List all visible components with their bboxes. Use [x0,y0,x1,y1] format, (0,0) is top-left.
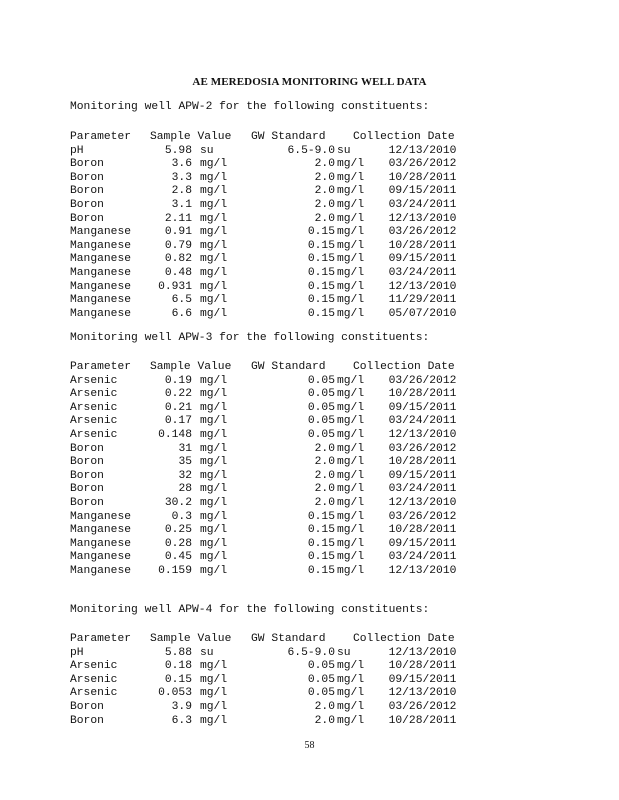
parameter-cell: Manganese [70,524,132,537]
table-row [70,538,470,552]
table-row [70,308,470,322]
table-body [70,647,470,729]
gw-standard-cell: 2.0 [314,185,335,198]
sample-unit-cell: mg/l [200,700,228,713]
parameter-cell: Arsenic [70,428,118,441]
gw-standard-unit-cell: mg/l [337,700,365,713]
gw-standard-cell: 0.15 [307,226,335,239]
table-row [70,429,470,443]
gw-standard-cell: 2.0 [314,212,335,225]
parameter-cell: Manganese [70,294,132,307]
table-row [70,253,470,267]
gw-standard-unit-cell: mg/l [337,185,365,198]
gw-standard-cell: 0.05 [307,660,335,673]
table-row [70,226,470,240]
gw-standard-unit-cell: mg/l [337,374,365,387]
sample-unit-cell: mg/l [200,537,228,550]
header-parameter: Parameter [70,361,132,373]
gw-standard-unit-cell: mg/l [337,483,365,496]
parameter-cell: Manganese [70,253,132,266]
header-gw-standard: GW Standard [251,131,326,143]
collection-date-cell: 10/28/2011 [388,171,457,184]
collection-date-cell: 10/28/2011 [388,388,457,401]
sample-value-cell: 3.3 [171,171,192,184]
sample-value-cell: 0.79 [164,239,192,252]
gw-standard-unit-cell: mg/l [337,456,365,469]
gw-standard-cell: 6.5-9.0 [287,646,335,659]
sample-value-cell: 3.1 [171,198,192,211]
gw-standard-unit-cell: mg/l [337,673,365,686]
sample-unit-cell: mg/l [200,510,228,523]
gw-standard-unit-cell: mg/l [337,510,365,523]
header-sample-value: Sample Value [150,361,232,373]
gw-standard-cell: 0.05 [307,401,335,414]
parameter-cell: Boron [70,185,104,198]
table-body [70,145,470,322]
sample-value-cell: 0.91 [164,226,192,239]
sample-value-cell: 5.98 [164,144,192,157]
parameter-cell: Manganese [70,280,132,293]
sample-unit-cell: mg/l [200,551,228,564]
sample-unit-cell: mg/l [200,524,228,537]
gw-standard-unit-cell: mg/l [337,524,365,537]
sample-value-cell: 5.88 [164,646,192,659]
sample-unit-cell: mg/l [200,280,228,293]
sample-unit-cell: mg/l [200,428,228,441]
collection-date-cell: 10/28/2011 [388,714,457,727]
table-row [70,388,470,402]
gw-standard-unit-cell: mg/l [337,212,365,225]
parameter-cell: Manganese [70,266,132,279]
table-row [70,402,470,416]
sample-value-cell: 0.931 [158,280,192,293]
gw-standard-cell: 6.5-9.0 [287,144,335,157]
gw-standard-cell: 0.05 [307,374,335,387]
sample-value-cell: 30.2 [164,496,192,509]
collection-date-cell: 09/15/2011 [388,537,457,550]
parameter-cell: Arsenic [70,415,118,428]
section-heading-apw-3: Monitoring well APW-3 for the following constituents: [70,332,430,344]
parameter-cell: Boron [70,469,104,482]
sample-unit-cell: mg/l [200,198,228,211]
table-row [70,158,470,172]
document-title: AE MEREDOSIA MONITORING WELL DATA [192,76,427,88]
page-number: 58 [304,740,315,751]
collection-date-cell: 03/26/2012 [388,374,457,387]
sample-value-cell: 35 [178,456,192,469]
gw-standard-cell: 0.15 [307,564,335,577]
parameter-cell: Arsenic [70,388,118,401]
gw-standard-cell: 0.15 [307,524,335,537]
table-row [70,375,470,389]
gw-standard-unit-cell: mg/l [337,280,365,293]
section-heading-apw-2: Monitoring well APW-2 for the following constituents: [70,101,430,113]
header-collection-date: Collection Date [353,361,455,373]
parameter-cell: Manganese [70,564,132,577]
sample-unit-cell: mg/l [200,714,228,727]
sample-unit-cell: mg/l [200,469,228,482]
sample-unit-cell: mg/l [200,673,228,686]
collection-date-cell: 12/13/2010 [388,564,457,577]
sample-unit-cell: mg/l [200,442,228,455]
table-row [70,267,470,281]
parameter-cell: Boron [70,700,104,713]
sample-value-cell: 0.3 [171,510,192,523]
table-row [70,456,470,470]
sample-value-cell: 0.148 [158,428,192,441]
collection-date-cell: 05/07/2010 [388,307,457,320]
gw-standard-unit-cell: su [337,646,351,659]
sample-unit-cell: mg/l [200,171,228,184]
parameter-cell: Boron [70,714,104,727]
sample-unit-cell: mg/l [200,401,228,414]
collection-date-cell: 12/13/2010 [388,646,457,659]
collection-date-cell: 03/26/2012 [388,158,457,171]
section-heading-apw-4: Monitoring well APW-4 for the following constituents: [70,604,430,616]
gw-standard-unit-cell: mg/l [337,198,365,211]
gw-standard-unit-cell: mg/l [337,226,365,239]
gw-standard-cell: 0.15 [307,239,335,252]
parameter-cell: Boron [70,442,104,455]
collection-date-cell: 10/28/2011 [388,456,457,469]
sample-unit-cell: mg/l [200,496,228,509]
gw-standard-unit-cell: mg/l [337,253,365,266]
collection-date-cell: 12/13/2010 [388,280,457,293]
sample-value-cell: 0.053 [158,687,192,700]
table-apw-3 [70,361,470,579]
sample-value-cell: 6.6 [171,307,192,320]
parameter-cell: Manganese [70,226,132,239]
table-row [70,497,470,511]
gw-standard-cell: 0.15 [307,294,335,307]
sample-unit-cell: mg/l [200,564,228,577]
gw-standard-cell: 0.05 [307,388,335,401]
sample-value-cell: 32 [178,469,192,482]
collection-date-cell: 03/26/2012 [388,700,457,713]
sample-value-cell: 0.45 [164,551,192,564]
gw-standard-unit-cell: mg/l [337,266,365,279]
gw-standard-cell: 0.15 [307,510,335,523]
sample-value-cell: 0.17 [164,415,192,428]
sample-value-cell: 0.18 [164,660,192,673]
gw-standard-cell: 2.0 [314,483,335,496]
sample-value-cell: 0.15 [164,673,192,686]
table-row [70,470,470,484]
parameter-cell: Boron [70,496,104,509]
header-collection-date: Collection Date [353,131,455,143]
gw-standard-cell: 0.15 [307,551,335,564]
table-header [70,361,470,375]
sample-value-cell: 31 [178,442,192,455]
parameter-cell: Arsenic [70,673,118,686]
gw-standard-cell: 0.05 [307,415,335,428]
collection-date-cell: 03/26/2012 [388,442,457,455]
table-row [70,687,470,701]
sample-unit-cell: mg/l [200,185,228,198]
table-row [70,565,470,579]
collection-date-cell: 12/13/2010 [388,144,457,157]
gw-standard-unit-cell: mg/l [337,442,365,455]
sample-unit-cell: mg/l [200,239,228,252]
table-row [70,240,470,254]
table-row [70,185,470,199]
sample-value-cell: 0.159 [158,564,192,577]
sample-value-cell: 6.3 [171,714,192,727]
parameter-cell: Boron [70,212,104,225]
parameter-cell: pH [70,646,84,659]
table-row [70,701,470,715]
gw-standard-cell: 2.0 [314,158,335,171]
gw-standard-unit-cell: mg/l [337,415,365,428]
collection-date-cell: 11/29/2011 [388,294,457,307]
gw-standard-cell: 2.0 [314,714,335,727]
gw-standard-cell: 2.0 [314,171,335,184]
table-row [70,172,470,186]
gw-standard-cell: 2.0 [314,496,335,509]
sample-unit-cell: su [200,646,214,659]
sample-value-cell: 3.9 [171,700,192,713]
gw-standard-cell: 0.05 [307,673,335,686]
table-body [70,375,470,579]
parameter-cell: Manganese [70,551,132,564]
parameter-cell: Manganese [70,239,132,252]
sample-unit-cell: mg/l [200,212,228,225]
sample-unit-cell: mg/l [200,158,228,171]
collection-date-cell: 12/13/2010 [388,212,457,225]
gw-standard-unit-cell: mg/l [337,469,365,482]
gw-standard-unit-cell: mg/l [337,307,365,320]
header-parameter: Parameter [70,633,132,645]
collection-date-cell: 03/26/2012 [388,510,457,523]
sample-unit-cell: mg/l [200,687,228,700]
gw-standard-unit-cell: mg/l [337,687,365,700]
collection-date-cell: 09/15/2011 [388,253,457,266]
header-sample-value: Sample Value [150,633,232,645]
gw-standard-cell: 2.0 [314,198,335,211]
sample-unit-cell: mg/l [200,294,228,307]
table-row [70,715,470,729]
gw-standard-cell: 0.15 [307,537,335,550]
sample-unit-cell: mg/l [200,415,228,428]
sample-value-cell: 0.19 [164,374,192,387]
sample-unit-cell: su [200,144,214,157]
parameter-cell: Arsenic [70,401,118,414]
collection-date-cell: 03/24/2011 [388,483,457,496]
gw-standard-unit-cell: mg/l [337,714,365,727]
collection-date-cell: 03/24/2011 [388,198,457,211]
gw-standard-cell: 0.15 [307,307,335,320]
sample-unit-cell: mg/l [200,266,228,279]
table-header [70,633,470,647]
header-gw-standard: GW Standard [251,633,326,645]
sample-value-cell: 0.22 [164,388,192,401]
collection-date-cell: 03/24/2011 [388,415,457,428]
parameter-cell: Boron [70,171,104,184]
sample-unit-cell: mg/l [200,660,228,673]
table-apw-2 [70,131,470,321]
table-row [70,483,470,497]
parameter-cell: Boron [70,158,104,171]
parameter-cell: Manganese [70,510,132,523]
sample-unit-cell: mg/l [200,374,228,387]
gw-standard-unit-cell: mg/l [337,496,365,509]
collection-date-cell: 10/28/2011 [388,239,457,252]
table-row [70,647,470,661]
sample-value-cell: 0.21 [164,401,192,414]
gw-standard-cell: 0.05 [307,428,335,441]
collection-date-cell: 03/24/2011 [388,266,457,279]
table-row [70,551,470,565]
table-row [70,145,470,159]
header-sample-value: Sample Value [150,131,232,143]
header-collection-date: Collection Date [353,633,455,645]
collection-date-cell: 09/15/2011 [388,401,457,414]
header-parameter: Parameter [70,131,132,143]
collection-date-cell: 12/13/2010 [388,496,457,509]
gw-standard-unit-cell: mg/l [337,401,365,414]
sample-unit-cell: mg/l [200,456,228,469]
sample-unit-cell: mg/l [200,388,228,401]
gw-standard-unit-cell: mg/l [337,171,365,184]
gw-standard-unit-cell: mg/l [337,428,365,441]
sample-value-cell: 28 [178,483,192,496]
parameter-cell: Boron [70,483,104,496]
table-row [70,660,470,674]
table-row [70,199,470,213]
collection-date-cell: 09/15/2011 [388,469,457,482]
sample-unit-cell: mg/l [200,226,228,239]
collection-date-cell: 10/28/2011 [388,524,457,537]
table-row [70,511,470,525]
collection-date-cell: 10/28/2011 [388,660,457,673]
parameter-cell: Manganese [70,307,132,320]
parameter-cell: pH [70,144,84,157]
sample-value-cell: 3.6 [171,158,192,171]
collection-date-cell: 03/26/2012 [388,226,457,239]
sample-value-cell: 2.11 [164,212,192,225]
sample-unit-cell: mg/l [200,483,228,496]
sample-unit-cell: mg/l [200,307,228,320]
collection-date-cell: 12/13/2010 [388,687,457,700]
sample-value-cell: 0.82 [164,253,192,266]
table-row [70,674,470,688]
table-row [70,294,470,308]
sample-value-cell: 0.28 [164,537,192,550]
sample-value-cell: 2.8 [171,185,192,198]
parameter-cell: Boron [70,198,104,211]
gw-standard-unit-cell: mg/l [337,660,365,673]
table-row [70,281,470,295]
table-row [70,524,470,538]
collection-date-cell: 12/13/2010 [388,428,457,441]
collection-date-cell: 09/15/2011 [388,185,457,198]
table-header [70,131,470,145]
gw-standard-unit-cell: mg/l [337,158,365,171]
parameter-cell: Arsenic [70,374,118,387]
gw-standard-unit-cell: mg/l [337,564,365,577]
parameter-cell: Arsenic [70,660,118,673]
parameter-cell: Arsenic [70,687,118,700]
gw-standard-unit-cell: mg/l [337,388,365,401]
gw-standard-cell: 2.0 [314,442,335,455]
gw-standard-cell: 2.0 [314,456,335,469]
gw-standard-cell: 0.15 [307,266,335,279]
table-row [70,443,470,457]
gw-standard-cell: 0.15 [307,253,335,266]
table-row [70,213,470,227]
gw-standard-cell: 0.15 [307,280,335,293]
parameter-cell: Boron [70,456,104,469]
gw-standard-cell: 2.0 [314,469,335,482]
collection-date-cell: 09/15/2011 [388,673,457,686]
gw-standard-unit-cell: mg/l [337,239,365,252]
table-row [70,415,470,429]
gw-standard-cell: 2.0 [314,700,335,713]
gw-standard-unit-cell: su [337,144,351,157]
gw-standard-unit-cell: mg/l [337,294,365,307]
sample-value-cell: 6.5 [171,294,192,307]
sample-unit-cell: mg/l [200,253,228,266]
sample-value-cell: 0.48 [164,266,192,279]
collection-date-cell: 03/24/2011 [388,551,457,564]
table-apw-4 [70,633,470,728]
gw-standard-cell: 0.05 [307,687,335,700]
gw-standard-unit-cell: mg/l [337,551,365,564]
parameter-cell: Manganese [70,537,132,550]
header-gw-standard: GW Standard [251,361,326,373]
sample-value-cell: 0.25 [164,524,192,537]
gw-standard-unit-cell: mg/l [337,537,365,550]
